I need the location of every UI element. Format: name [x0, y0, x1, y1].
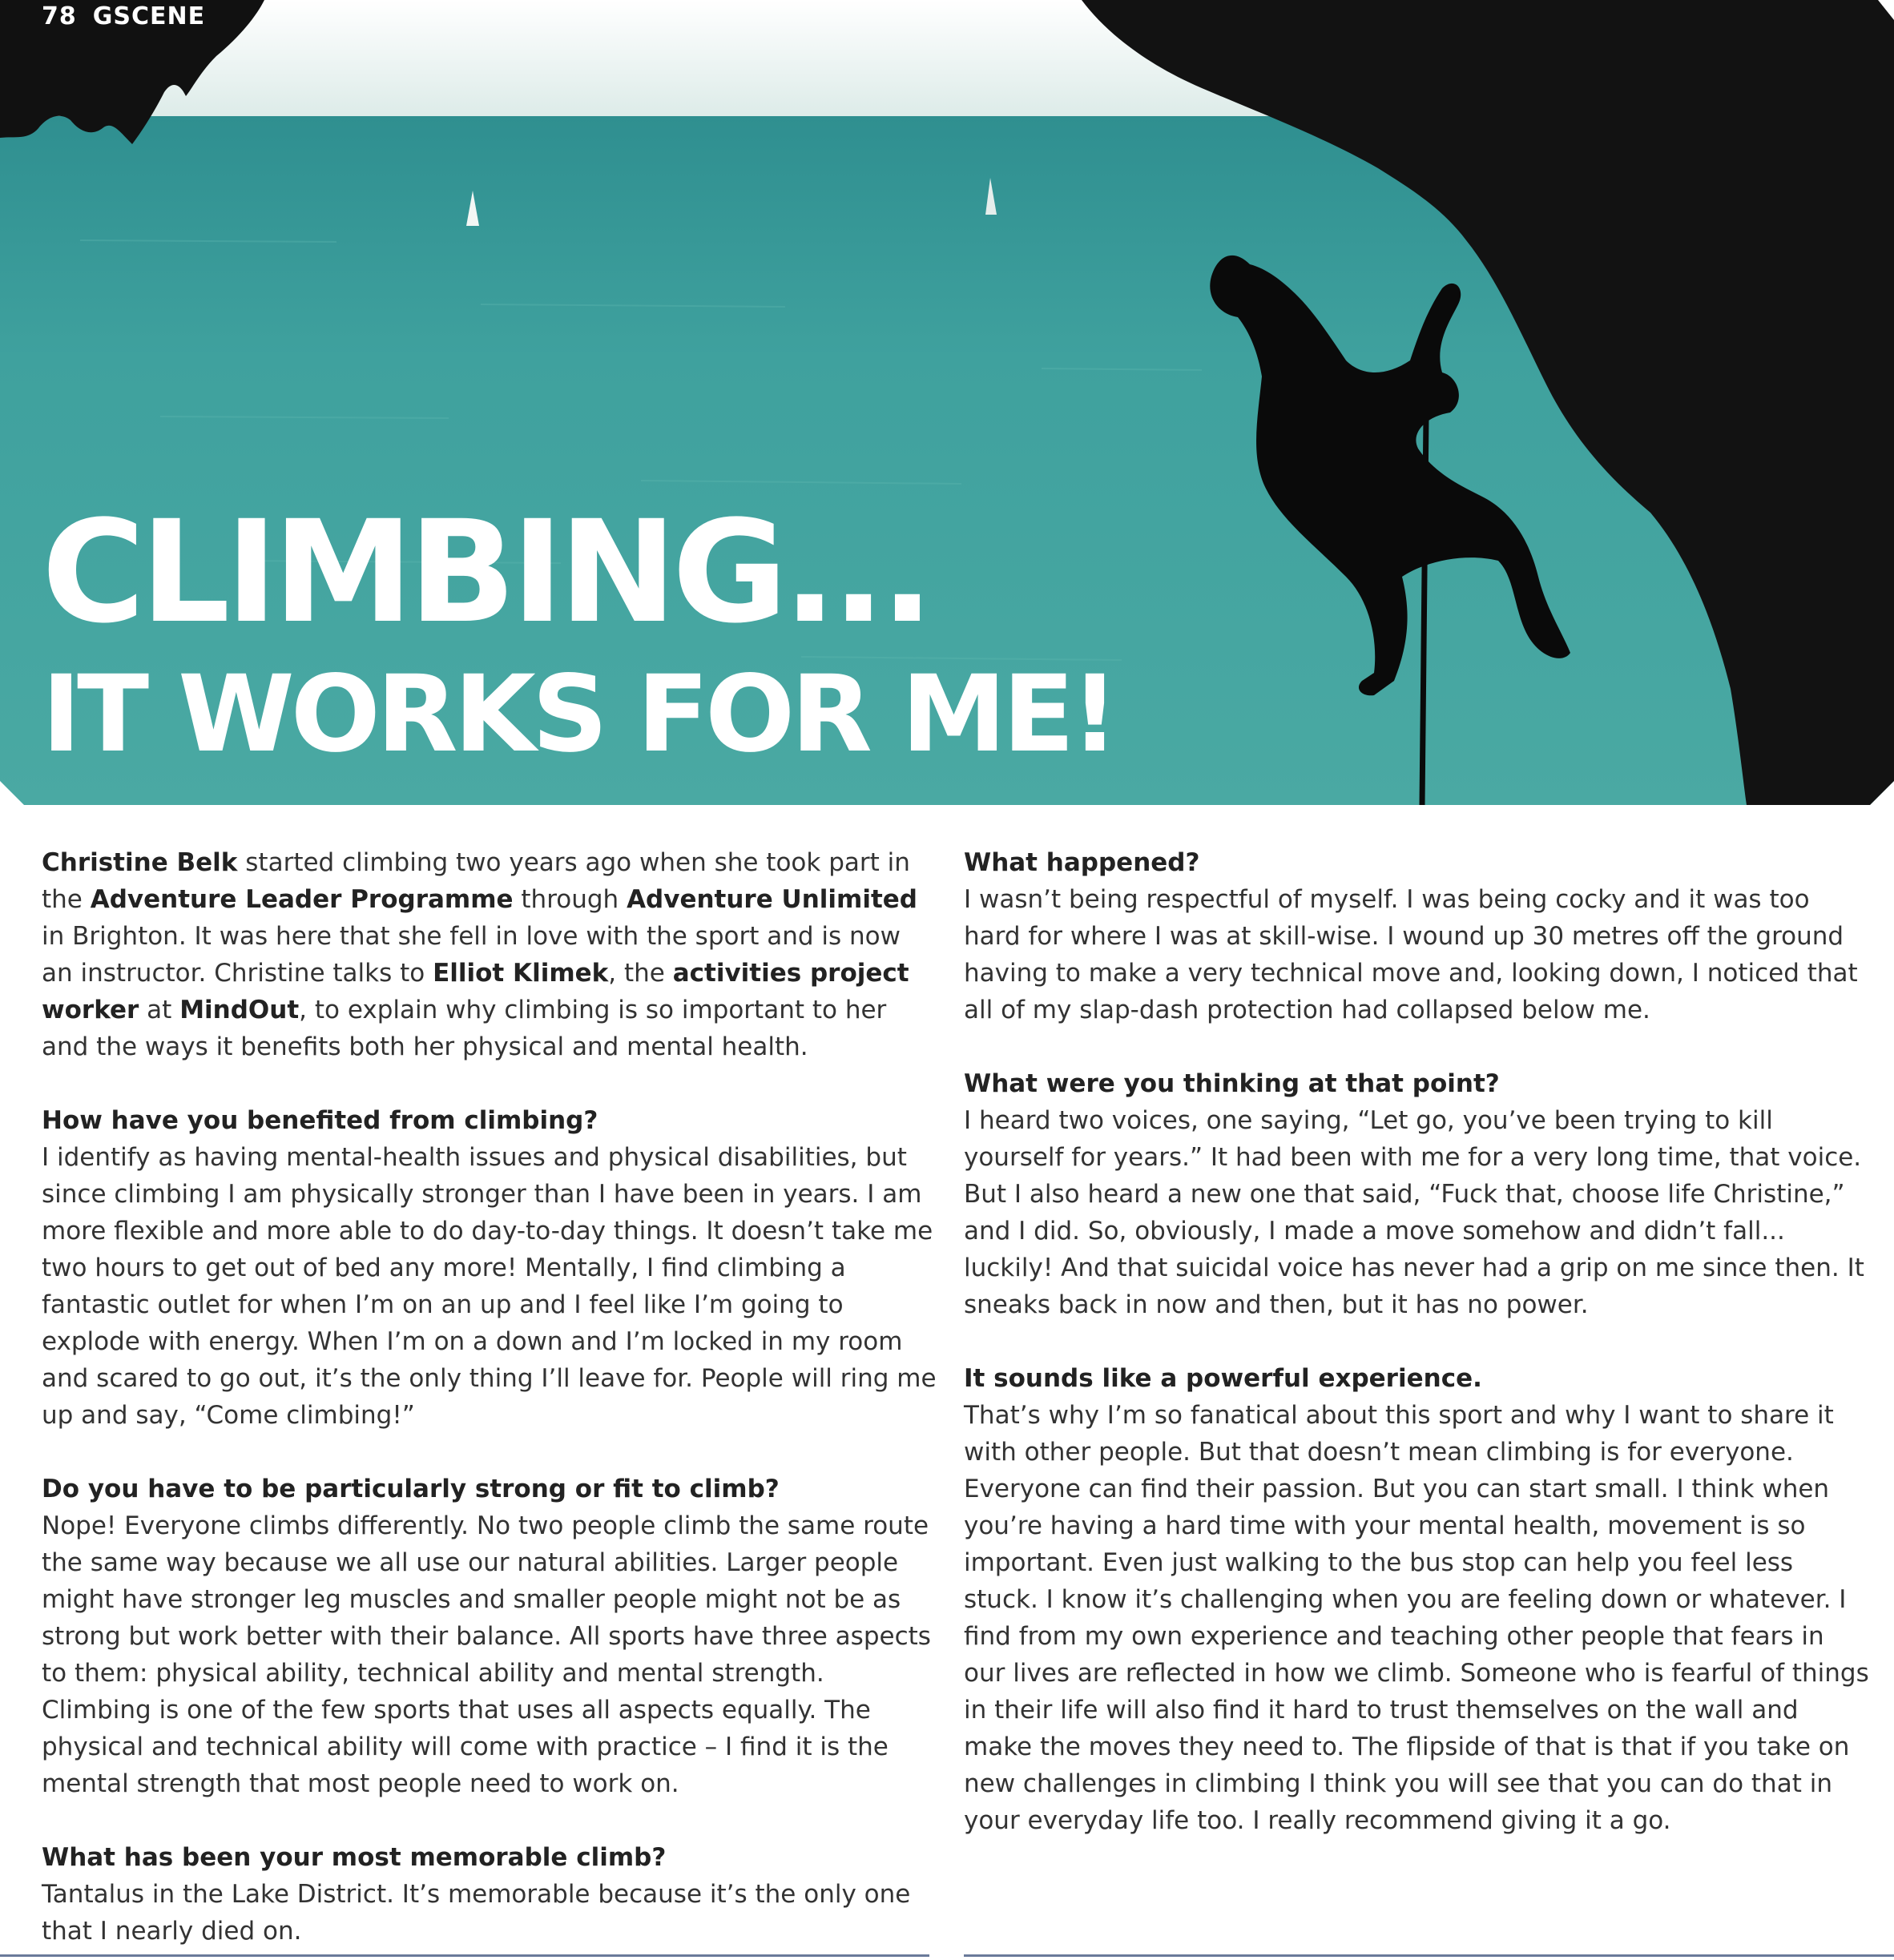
intro-mindout: MindOut — [179, 996, 300, 1024]
page-number: 78 — [42, 2, 77, 30]
intro-programme: Adventure Leader Programme — [90, 885, 514, 914]
footer-rule-right — [964, 1954, 1894, 1957]
intro-name-christine: Christine Belk — [42, 848, 238, 877]
qa-block — [964, 844, 1869, 1028]
answer-text: That’s why I’m so fanatical about this sport and why I want to share it with other people. But that doesn’t mean climbing is for everyone. Everyone can find their passion. But you can start small. I think when you’re having a hard time with your mental health, movement is so important. Even just walking to the bus stop can help you feel less stuck. I know it’s challenging when you are feeling down or whatever. I find from my own experience and teaching other people that fears in our lives are reflected in how we climb. Someone who is fearful of things in their life will also find it hard to trust themselves on the wall and make the moves they need to. The flipside of that is that if you take on new challenges in climbing I think you will see that you can do that in your everyday life too. I really recommend giving it a go. — [964, 1401, 1869, 1835]
qa-block — [964, 1360, 1869, 1839]
intro-text: , the — [608, 959, 673, 988]
intro-text: at — [139, 996, 180, 1024]
headline-line-1: CLIMBING... — [42, 490, 929, 654]
qa-block — [42, 1471, 939, 1802]
intro-text: started climbing two years ago when she took part in the — [42, 848, 910, 914]
intro-organisation: Adventure Unlimited — [627, 885, 917, 914]
page-header — [42, 0, 205, 34]
question-heading: What happened? — [964, 848, 1200, 877]
headline-line-2: IT WORKS FOR ME! — [42, 653, 1115, 776]
question-heading: How have you benefited from climbing? — [42, 1106, 598, 1135]
answer-text: Tantalus in the Lake District. It’s memorable because it’s the only one that I nearly died on. — [42, 1880, 911, 1946]
question-heading: Do you have to be particularly strong or fit to climb? — [42, 1475, 780, 1503]
answer-text: Nope! Everyone climbs differently. No two people climb the same route the same way because we all use our natural abilities. Larger people might have stronger leg muscles and smaller people might not be as strong but work better with their balance. All sports have three aspects to them: physical ability, technical ability and mental strength. Climbing is one of the few sports that uses all aspects equally. The physical and technical ability will come with practice – I find it is the mental strength that most people need to work on. — [42, 1511, 931, 1798]
article-column-right — [964, 844, 1869, 1839]
intro-text: in Brighton. It was here that she fell in love with the sport and is now an instructor. Christine talks to — [42, 922, 901, 988]
intro-text: , to explain why climbing is so important to her and the ways it benefits both her physical and mental health. — [42, 996, 887, 1061]
intro-paragraph — [42, 844, 939, 1065]
qa-block — [42, 1839, 939, 1950]
publication-name: GSCENE — [92, 2, 206, 30]
climbing-rope — [1422, 417, 1426, 805]
question-heading: What were you thinking at that point? — [964, 1069, 1500, 1098]
answer-text: I heard two voices, one saying, “Let go, you’ve been trying to kill yourself for years.” It had been with me for a very long time, that voice. But I also heard a new one that said, “Fuck that, choose life Christine,” and I did. So, obviously, I made a move somehow and didn’t fall... luckily! And that suicidal voice has never had a grip on me since then. It sneaks back in now and then, but it has no power. — [964, 1106, 1864, 1319]
intro-name-elliot: Elliot Klimek — [433, 959, 609, 988]
intro-text: through — [513, 885, 627, 914]
question-heading: It sounds like a powerful experience. — [964, 1364, 1482, 1393]
answer-text: I wasn’t being respectful of myself. I was being cocky and it was too hard for where I was at skill-wise. I wound up 30 metres off the ground having to make a very technical move and, looking down, I noticed that all of my slap-dash protection had collapsed below me. — [964, 885, 1858, 1024]
question-heading: What has been your most memorable climb? — [42, 1843, 667, 1872]
answer-text: I identify as having mental-health issues and physical disabilities, but since climbing I am physically stronger than I have been in years. I am more flexible and more able to do day-to-day things. It doesn’t take me two hours to get out of bed any more! Mentally, I find climbing a fantastic outlet for when I’m on an up and I feel like I’m going to explode with energy. When I’m on a down and I’m locked in my room and scared to go out, it’s the only thing I’ll leave for. People will ring me up and say, “Come climbing!” — [42, 1143, 937, 1430]
footer-rule-left — [0, 1954, 929, 1957]
intro-role: activities project worker — [42, 959, 909, 1024]
article-column-left — [42, 844, 939, 1950]
qa-block — [42, 1102, 939, 1434]
qa-block — [964, 1065, 1869, 1323]
